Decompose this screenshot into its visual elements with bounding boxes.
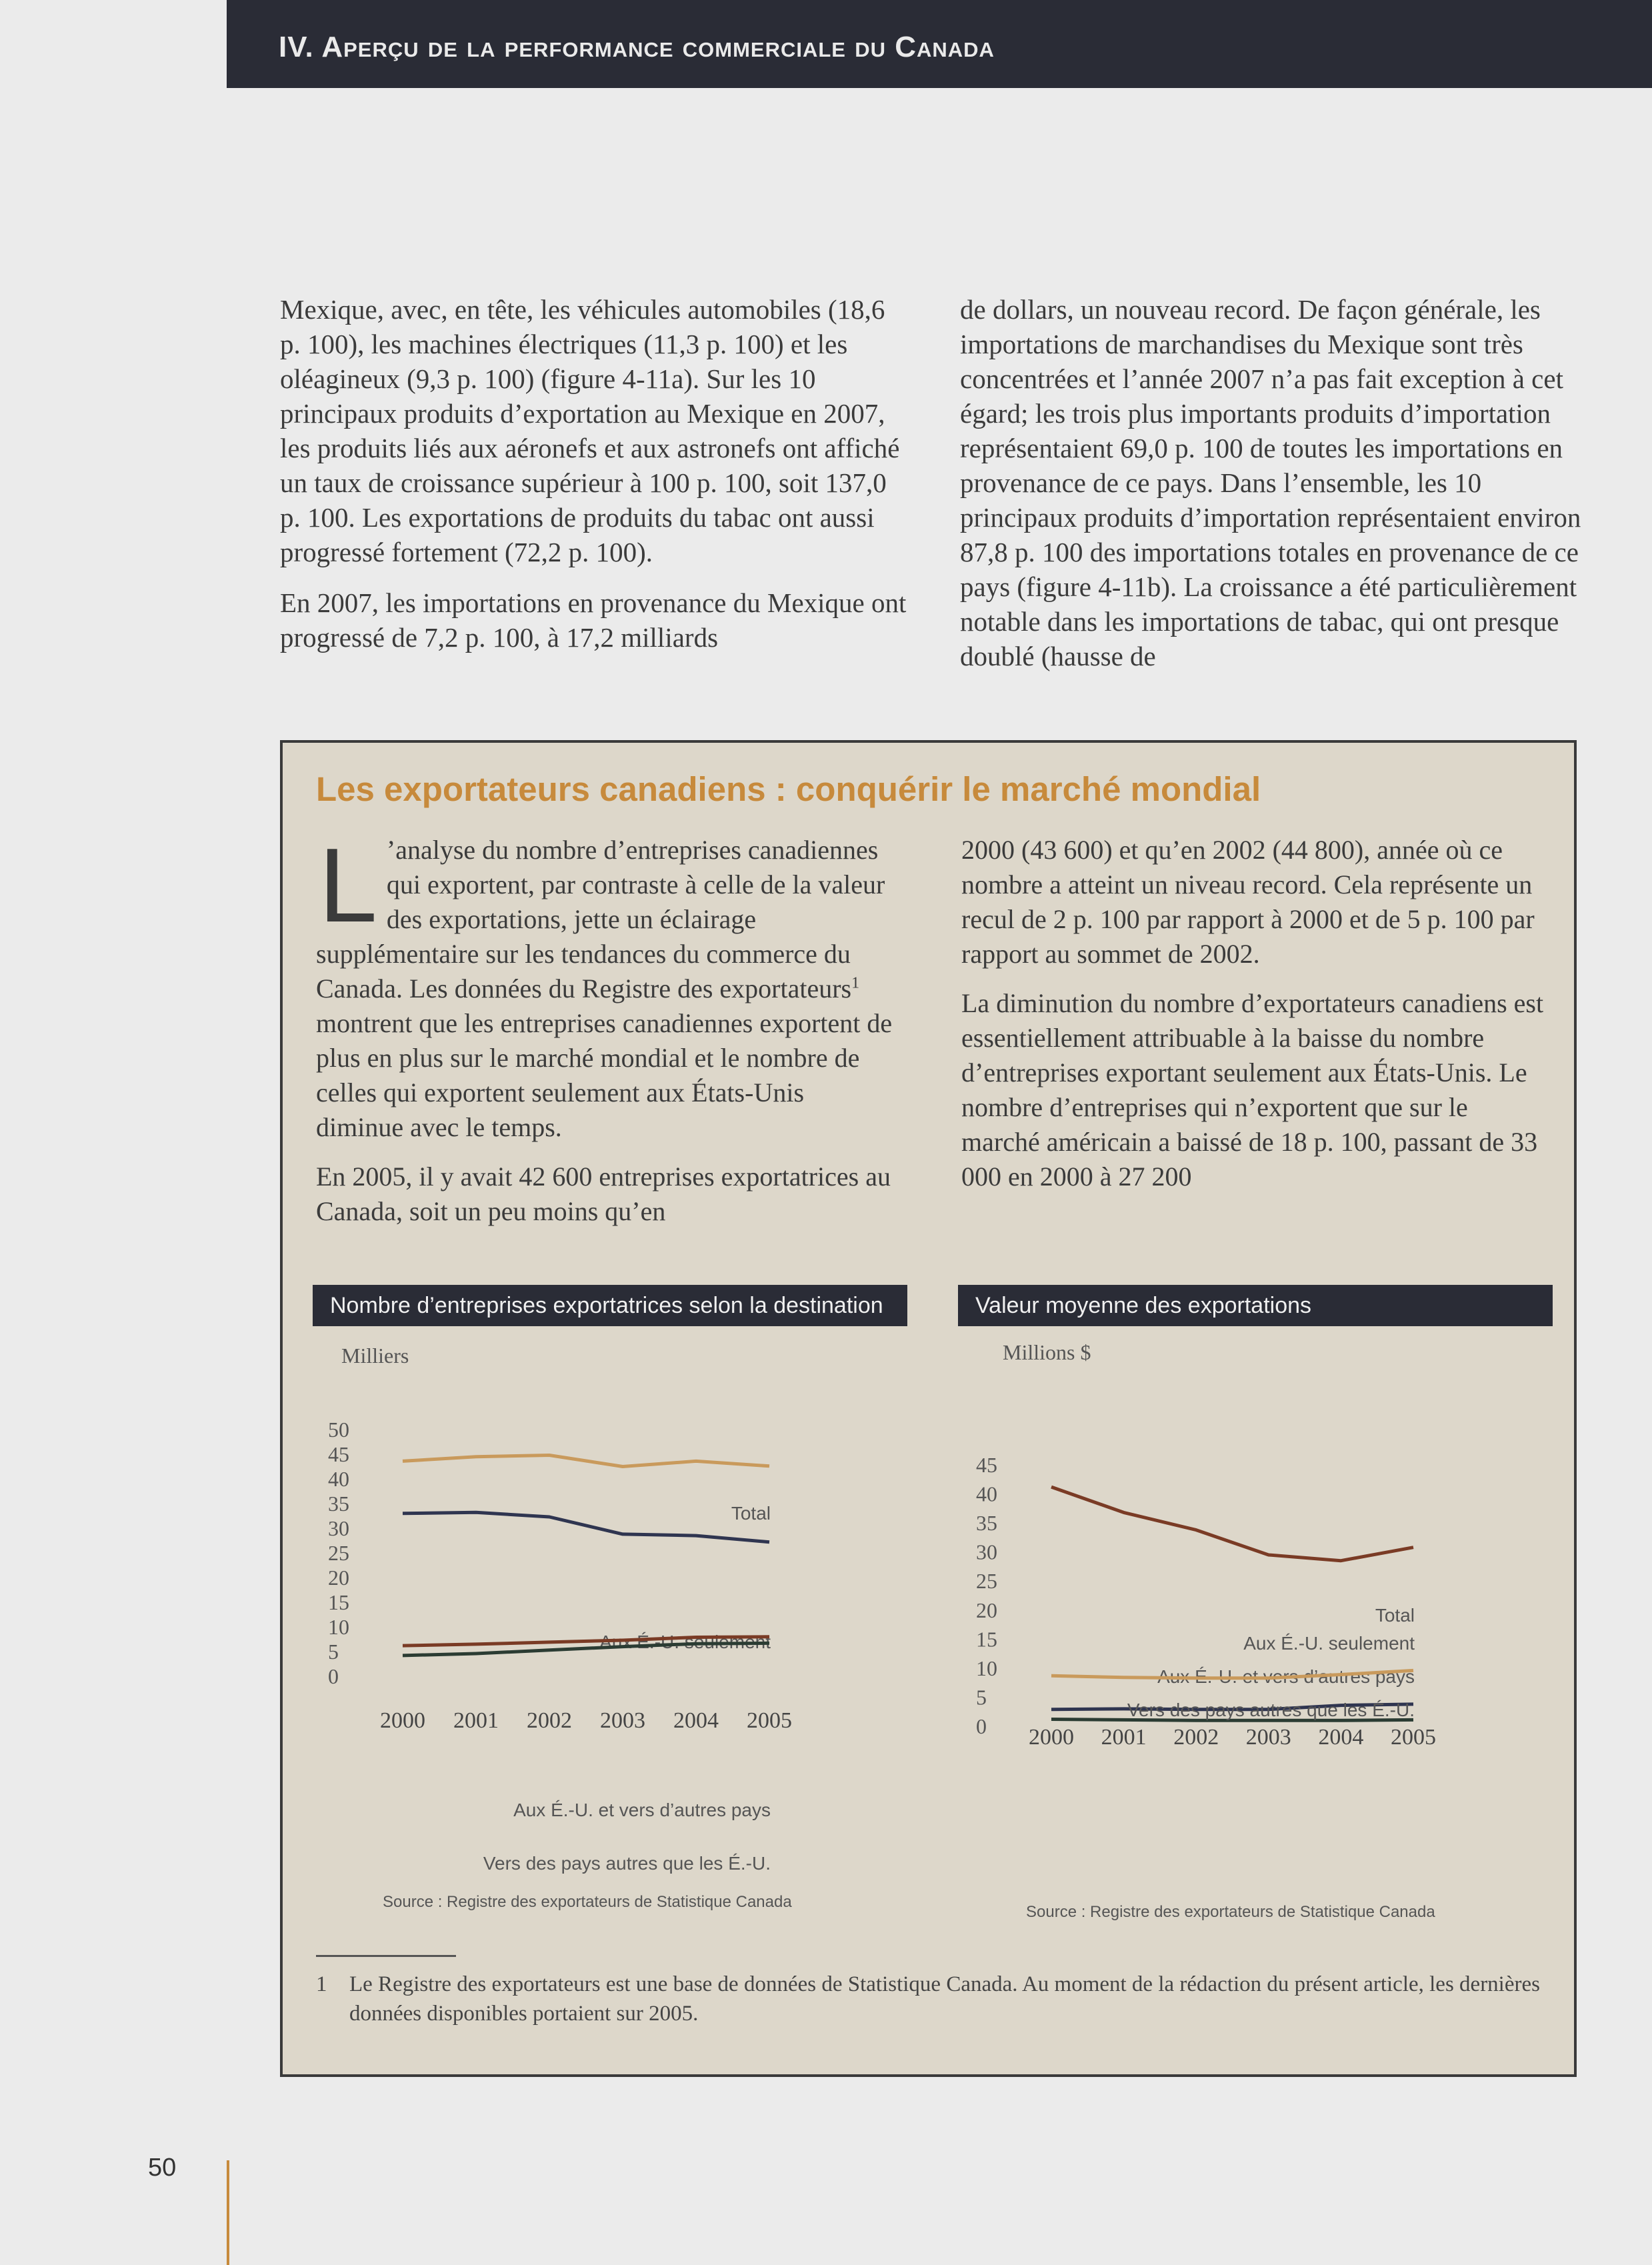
chart1-series-label: Aux É.-U. et vers d’autres pays <box>513 1800 771 1820</box>
box-paragraph: La diminution du nombre d’exportateurs canadiens est essentiellement attribuable à la baisse du nombre d’entreprises exportant seulement aux États-Unis. Le nombre d’entreprises qui n’exportent que sur le marché américain a baissé de 18 p. 100, passant de 33 000 en 2000 à 27 200 <box>961 988 1544 1192</box>
box-column-left <box>316 827 896 1244</box>
chart1-y-tick-label: 20 <box>328 1566 349 1590</box>
chart2-y-tick-label: 5 <box>976 1685 987 1710</box>
chart2-y-tick-label: 20 <box>976 1598 997 1622</box>
box-title: Les exportateurs canadiens : conquérir le marché mondial <box>316 770 1261 808</box>
chart1-y-tick-label: 10 <box>328 1615 349 1639</box>
chart2-x-tick-label: 2002 <box>1173 1725 1219 1750</box>
chart1-x-tick-label: 2005 <box>747 1708 792 1733</box>
chart1-y-tick-label: 30 <box>328 1516 349 1540</box>
paragraph: En 2007, les importations en provenance du Mexique ont progressé de 7,2 p. 100, à 17,2 milliards <box>280 587 907 653</box>
chart1-x-tick-label: 2003 <box>600 1708 645 1733</box>
chart1-plot <box>309 1330 923 1874</box>
chart2-source: Source : Registre des exportateurs de Statistique Canada <box>1026 1903 1435 1921</box>
chart1-y-tick-label: 5 <box>328 1640 339 1664</box>
chart1-x-tick-label: 2000 <box>380 1708 425 1733</box>
chart1-y-tick-label: 50 <box>328 1418 349 1442</box>
chapter-header-bar <box>227 0 1652 88</box>
chart2-y-tick-label: 35 <box>976 1511 997 1536</box>
box-paragraph: En 2005, il y avait 42 600 entreprises exportatrices au Canada, soit un peu moins qu’en <box>316 1162 891 1226</box>
chart2-x-tick-label: 2005 <box>1391 1725 1436 1750</box>
page-rule <box>227 2160 229 2265</box>
box-column-right <box>961 833 1548 1209</box>
chart1-y-tick-label: 15 <box>328 1590 349 1614</box>
chart2-y-axis-label: Millions $ <box>1003 1340 1091 1364</box>
chart1-x-tick-label: 2002 <box>527 1708 572 1733</box>
body-column-right <box>960 292 1587 689</box>
chart2-x-tick-label: 2003 <box>1245 1725 1291 1750</box>
chart2-y-tick-label: 25 <box>976 1569 997 1594</box>
box-text: ’analyse du nombre d’entreprises canadiennes qui exportent, par contraste à celle de la valeur des exportations, jette un éclairage supplémentaire sur les tendances du commerce du Canada. Les données du Registre des exportateurs <box>316 835 885 1003</box>
chart1-y-tick-label: 35 <box>328 1492 349 1516</box>
chart1-series-line <box>403 1512 769 1542</box>
chart2-x-tick-label: 2000 <box>1029 1725 1074 1750</box>
box-paragraph: 2000 (43 600) et qu’en 2002 (44 800), année où ce nombre a atteint un niveau record. Cela représente un recul de 2 p. 100 par rapport à 2000 et de 5 p. 100 par rapport au sommet de 2002. <box>961 835 1535 969</box>
box-text: montrent que les entreprises canadiennes exportent de plus en plus sur le marché mondial et le nombre de celles qui exportent seulement aux États-Unis diminue avec le temps. <box>316 1008 893 1142</box>
chart1-y-tick-label: 40 <box>328 1467 349 1491</box>
chart1-series-line <box>403 1456 769 1467</box>
footnote-number: 1 <box>316 1972 327 1996</box>
footnote <box>316 1970 1543 2028</box>
chart1-x-tick-label: 2001 <box>453 1708 499 1733</box>
chart2-y-tick-label: 15 <box>976 1627 997 1652</box>
chapter-title: IV. Aperçu de la performance commerciale du Canada <box>279 31 995 63</box>
chart1-y-tick-label: 45 <box>328 1442 349 1466</box>
chart2-y-tick-label: 45 <box>976 1453 997 1477</box>
body-column-left <box>280 292 910 671</box>
sidebar-box <box>280 740 1577 2077</box>
chart2-y-tick-label: 0 <box>976 1714 987 1738</box>
chart1-source: Source : Registre des exportateurs de Statistique Canada <box>383 1893 792 1911</box>
chart1-series-label: Vers des pays autres que les É.-U. <box>483 1853 771 1874</box>
chart2-x-tick-label: 2001 <box>1101 1725 1147 1750</box>
chart1-y-tick-label: 0 <box>328 1664 339 1688</box>
chart2-series-label: Aux É.-U. et vers d’autres pays <box>1157 1666 1415 1687</box>
page-number: 50 <box>148 2154 177 2182</box>
chart2-y-tick-label: 30 <box>976 1540 997 1564</box>
chart1-y-axis-label: Milliers <box>341 1344 409 1368</box>
chart1-series-label: Aux É.-U. seulement <box>599 1632 771 1652</box>
footnote-text: Le Registre des exportateurs est une base de données de Statistique Canada. Au moment de la rédaction du présent article, les dernières données disponibles portaient sur 2005. <box>349 1972 1540 2026</box>
chart1-y-tick-label: 25 <box>328 1541 349 1565</box>
chart2-plot <box>956 1330 1563 1750</box>
chart2-y-tick-label: 10 <box>976 1656 997 1680</box>
paragraph: de dollars, un nouveau record. De façon générale, les importations de marchandises du Mexique sont très concentrées et l’année 2007 n’a pas fait exception à cet égard; les trois plus importants produits d’importation représentaient 69,0 p. 100 de toutes les importations en provenance de ce pays. Dans l’ensemble, les 10 principaux produits d’importation représentaient environ 87,8 p. 100 des importations totales en provenance de ce pays (figure 4-11b). La croissance a été particulièrement notable dans les importations de tabac, qui ont presque doublé (hausse de <box>960 294 1581 671</box>
box-paragraph <box>316 827 896 1145</box>
chart2-series-line <box>1051 1487 1413 1561</box>
chart2-series-label: Aux É.-U. seulement <box>1243 1633 1415 1654</box>
footnote-ref[interactable]: 1 <box>851 974 860 992</box>
chart2-x-tick-label: 2004 <box>1318 1725 1364 1750</box>
footnote-divider <box>316 1955 456 1957</box>
chart1-x-tick-label: 2004 <box>673 1708 719 1733</box>
chart2-title: Valeur moyenne des exportations <box>958 1285 1553 1326</box>
drop-cap: L <box>319 827 377 944</box>
chart1-title: Nombre d’entreprises exportatrices selon la destination <box>313 1285 907 1326</box>
paragraph: Mexique, avec, en tête, les véhicules automobiles (18,6 p. 100), les machines électriques (11,3 p. 100) et les oléagineux (9,3 p. 100) (figure 4-11a). Sur les 10 principaux produits d’exportation au Mexique en 2007, les produits liés aux aéronefs et aux astronefs ont affiché un taux de croissance supérieur à 100 p. 100, soit 137,0 p. 100. Les exportations de produits du tabac ont aussi progressé fortement (72,2 p. 100). <box>280 294 900 567</box>
chart2-series-label: Vers des pays autres que les É.-U. <box>1127 1700 1415 1720</box>
chart1-series-label: Total <box>731 1503 771 1524</box>
chart2-y-tick-label: 40 <box>976 1482 997 1506</box>
chart2-series-label: Total <box>1375 1605 1415 1626</box>
